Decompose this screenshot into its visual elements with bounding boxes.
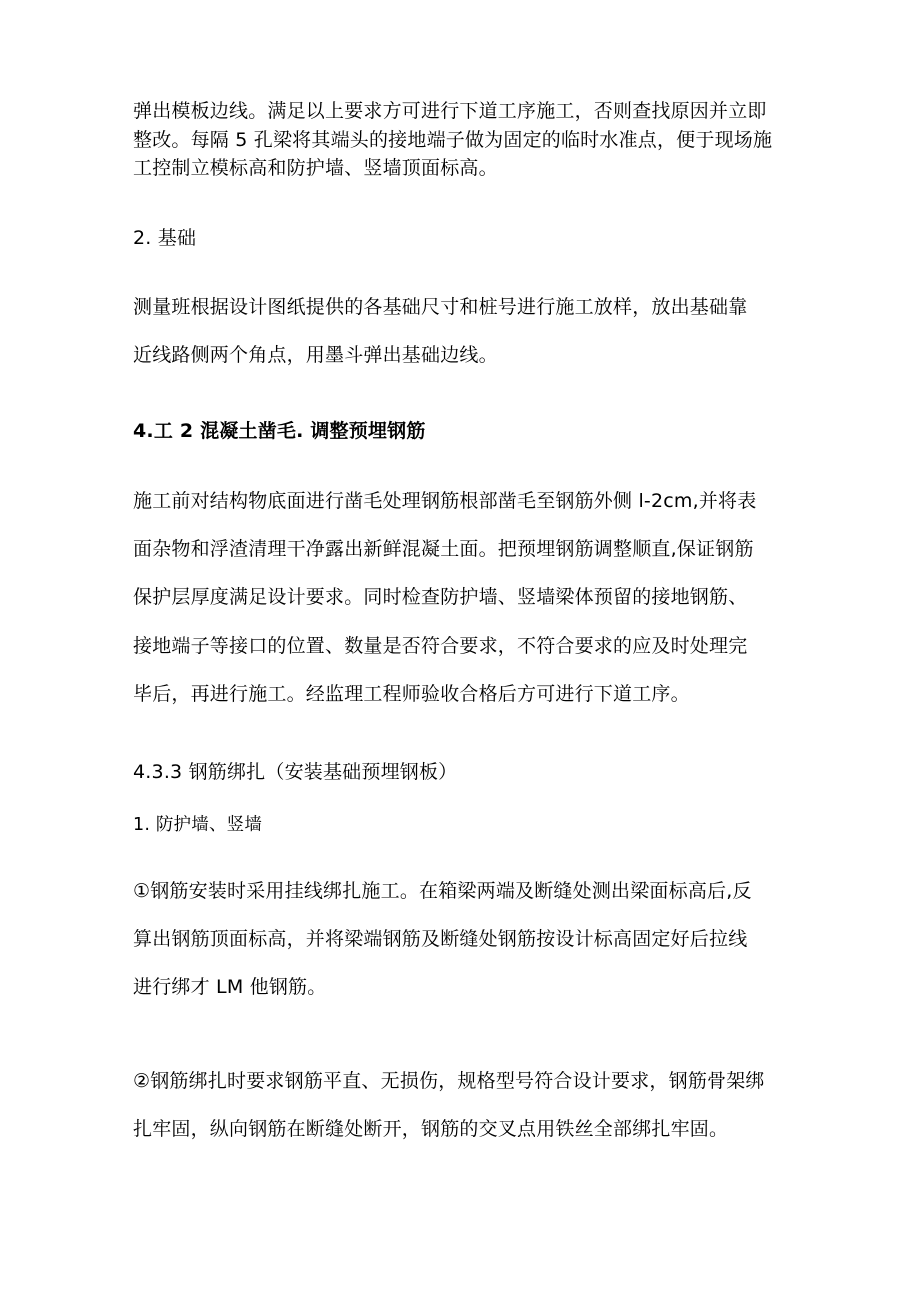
chiseling-line-2: 面杂物和浮渣清理干净露出新鲜混凝土面。把预埋钢筋调整顺直,保证钢筋 (133, 538, 754, 560)
chiseling-line-1: 施工前对结构物底面进行凿毛处理钢筋根部凿毛至钢筋外侧 l-2cm,并将表 (133, 490, 757, 512)
section-heading-chiseling: 4.工 2 混凝土凿毛. 调整预埋钢筋 (133, 420, 426, 442)
foundation-line-1: 测量班根据设计图纸提供的各基础尺寸和桩号进行施工放样，放出基础靠 (133, 296, 748, 318)
rebar-item2-line-2: 扎牢固，纵向钢筋在断缝处断开，钢筋的交叉点用铁丝全部绑扎牢固。 (133, 1118, 729, 1140)
section-heading-foundation: 2. 基础 (133, 227, 197, 249)
chiseling-line-5: 毕后，再进行施工。经监理工程师验收合格后方可进行下道工序。 (133, 683, 690, 705)
intro-line-1: 弹出模板边线。满足以上要求方可进行下道工序施工，否则查找原因并立即 (133, 100, 767, 122)
subheading-walls: 1. 防护墙、竖墙 (133, 815, 263, 835)
rebar-item2-line-1: ②钢筋绑扎时要求钢筋平直、无损伤，规格型号符合设计要求，钢筋骨架绑 (133, 1070, 765, 1092)
chiseling-line-4: 接地端子等接口的位置、数量是否符合要求，不符合要求的应及时处理完 (133, 635, 748, 657)
intro-line-2: 整改。每隔 5 孔梁将其端头的接地端子做为固定的临时水准点，便于现场施 (133, 129, 773, 151)
chiseling-line-3: 保护层厚度满足设计要求。同时检查防护墙、竖墙梁体预留的接地钢筋、 (133, 586, 748, 608)
section-heading-rebar: 4.3.3 钢筋绑扎（安装基础预埋钢板） (133, 761, 458, 783)
foundation-line-2: 近线路侧两个角点，用墨斗弹出基础边线。 (133, 344, 498, 366)
rebar-item1-line-3: 进行绑才 LM 他钢筋。 (133, 976, 327, 998)
rebar-item1-line-2: 算出钢筋顶面标高，并将梁端钢筋及断缝处钢筋按设计标高固定好后拉线 (133, 928, 748, 950)
rebar-item1-line-1: ①钢筋安装时采用挂线绑扎施工。在箱梁两端及断缝处测出梁面标高后,反 (133, 880, 752, 902)
intro-line-3: 工控制立模标高和防护墙、竖墙顶面标高。 (133, 157, 498, 179)
